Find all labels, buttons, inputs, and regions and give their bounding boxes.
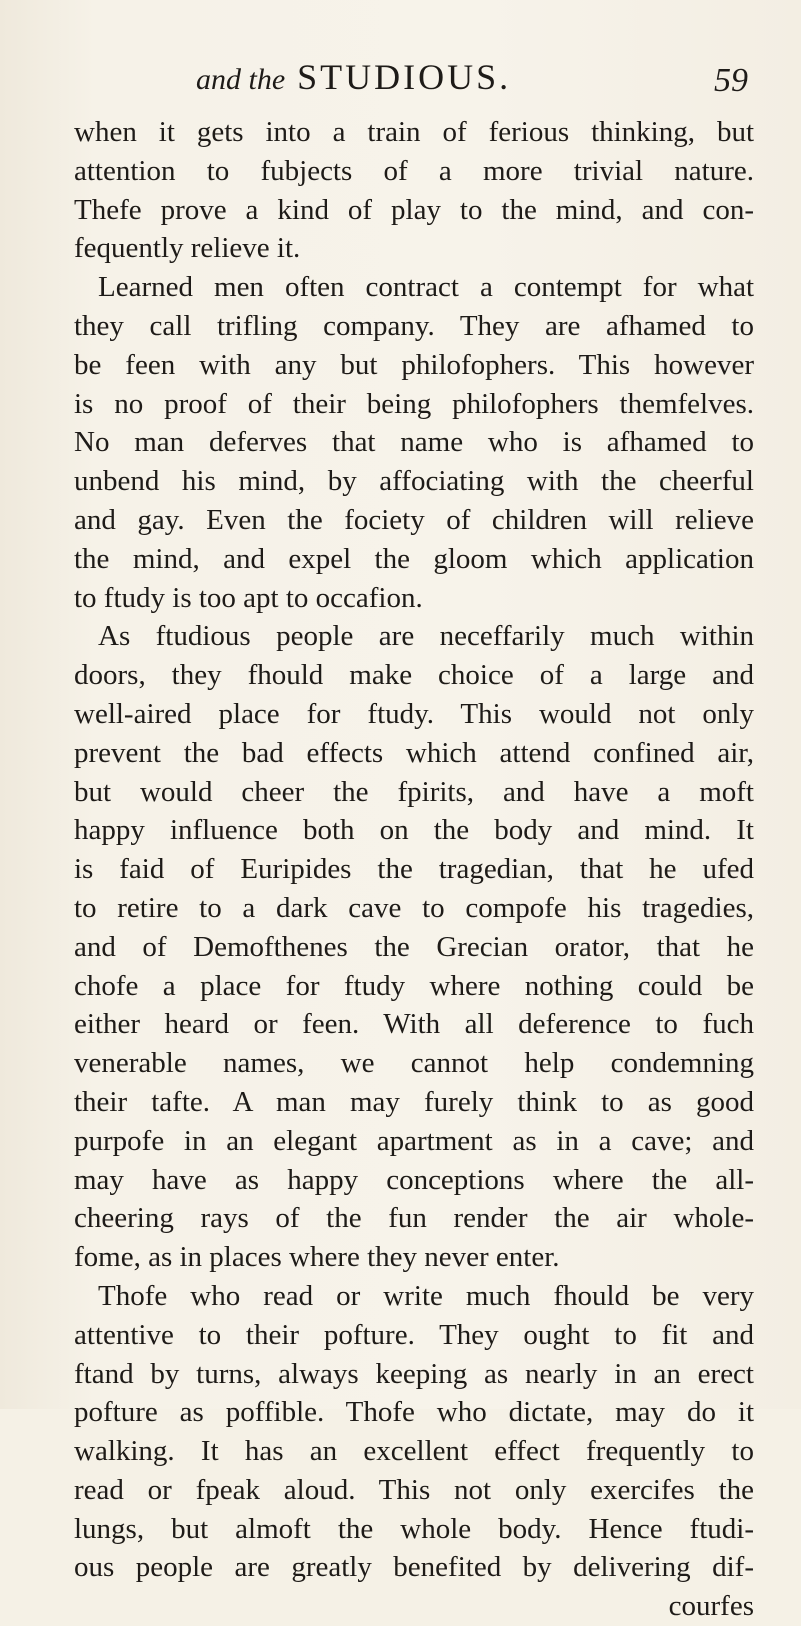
text-line: walking. It has an excellent effect frequently to xyxy=(74,1435,754,1468)
text-line: lungs, but almoft the whole body. Hence ftudi- xyxy=(74,1512,754,1545)
text-line: fome, as in places where they never enter. xyxy=(74,1241,560,1274)
text-line: prevent the bad effects which attend confined air, xyxy=(74,736,754,769)
text-line: happy influence both on the body and mind. It xyxy=(74,814,754,847)
text-line: and gay. Even the fociety of children will relieve xyxy=(74,503,754,536)
text-line: either heard or feen. With all deference to fuch xyxy=(74,1008,754,1041)
text-line: may have as happy conceptions where the all- xyxy=(74,1163,754,1196)
text-line: read or fpeak aloud. This not only exercifes the xyxy=(74,1473,754,1506)
text-line: Learned men often contract a contempt for what xyxy=(98,271,754,304)
text-line: to ftudy is too apt to occafion. xyxy=(74,581,423,614)
text-line: unbend his mind, by affociating with the cheerful xyxy=(74,465,754,498)
text-line: well-aired place for ftudy. This would not only xyxy=(74,697,754,730)
text-line: ftand by turns, always keeping as nearly in an erect xyxy=(74,1357,754,1390)
body-text xyxy=(74,113,754,1626)
text-line: their tafte. A man may furely think to as good xyxy=(74,1085,754,1118)
text-line: ous people are greatly benefited by delivering dif- xyxy=(74,1551,754,1584)
text-line: chofe a place for ftudy where nothing could be xyxy=(74,969,754,1002)
text-line: venerable names, we cannot help condemning xyxy=(74,1047,754,1080)
text-line: is no proof of their being philofophers themfelves. xyxy=(74,387,754,420)
text-line: attention to fubjects of a more trivial nature. xyxy=(74,154,754,187)
running-title xyxy=(196,56,511,98)
text-line: and of Demofthenes the Grecian orator, that he xyxy=(74,930,754,963)
text-line: to retire to a dark cave to compofe his tragedies, xyxy=(74,891,754,924)
text-line: attentive to their pofture. They ought to fit and xyxy=(74,1318,754,1351)
text-line: cheering rays of the fun render the air whole- xyxy=(74,1202,754,1235)
text-line: the mind, and expel the gloom which application xyxy=(74,542,754,575)
text-line: is faid of Euripides the tragedian, that he ufed xyxy=(74,853,754,886)
text-line: purpofe in an elegant apartment as in a cave; and xyxy=(74,1124,754,1157)
text-line: No man deferves that name who is afhamed to xyxy=(74,426,754,459)
text-line: when it gets into a train of ferious thinking, but xyxy=(74,116,754,148)
page-number: 59 xyxy=(714,62,748,99)
text-line: Thefe prove a kind of play to the mind, and con- xyxy=(74,193,754,226)
catchword: courfes xyxy=(668,1590,754,1623)
text-line: Thofe who read or write much fhould be very xyxy=(98,1279,754,1312)
text-line: fequently relieve it. xyxy=(74,232,301,265)
text-line: doors, they fhould make choice of a large and xyxy=(74,659,754,692)
running-title-prefix: and the xyxy=(196,63,286,96)
text-line: they call trifling company. They are afhamed to xyxy=(74,309,754,342)
text-line: pofture as poffible. Thofe who dictate, may do it xyxy=(74,1396,754,1429)
running-title-main: STUDIOUS. xyxy=(297,57,512,97)
text-line: but would cheer the fpirits, and have a moft xyxy=(74,775,754,808)
running-head xyxy=(0,48,801,108)
text-line: be feen with any but philofophers. This however xyxy=(74,348,754,381)
text-line: As ftudious people are neceffarily much within xyxy=(98,620,754,653)
